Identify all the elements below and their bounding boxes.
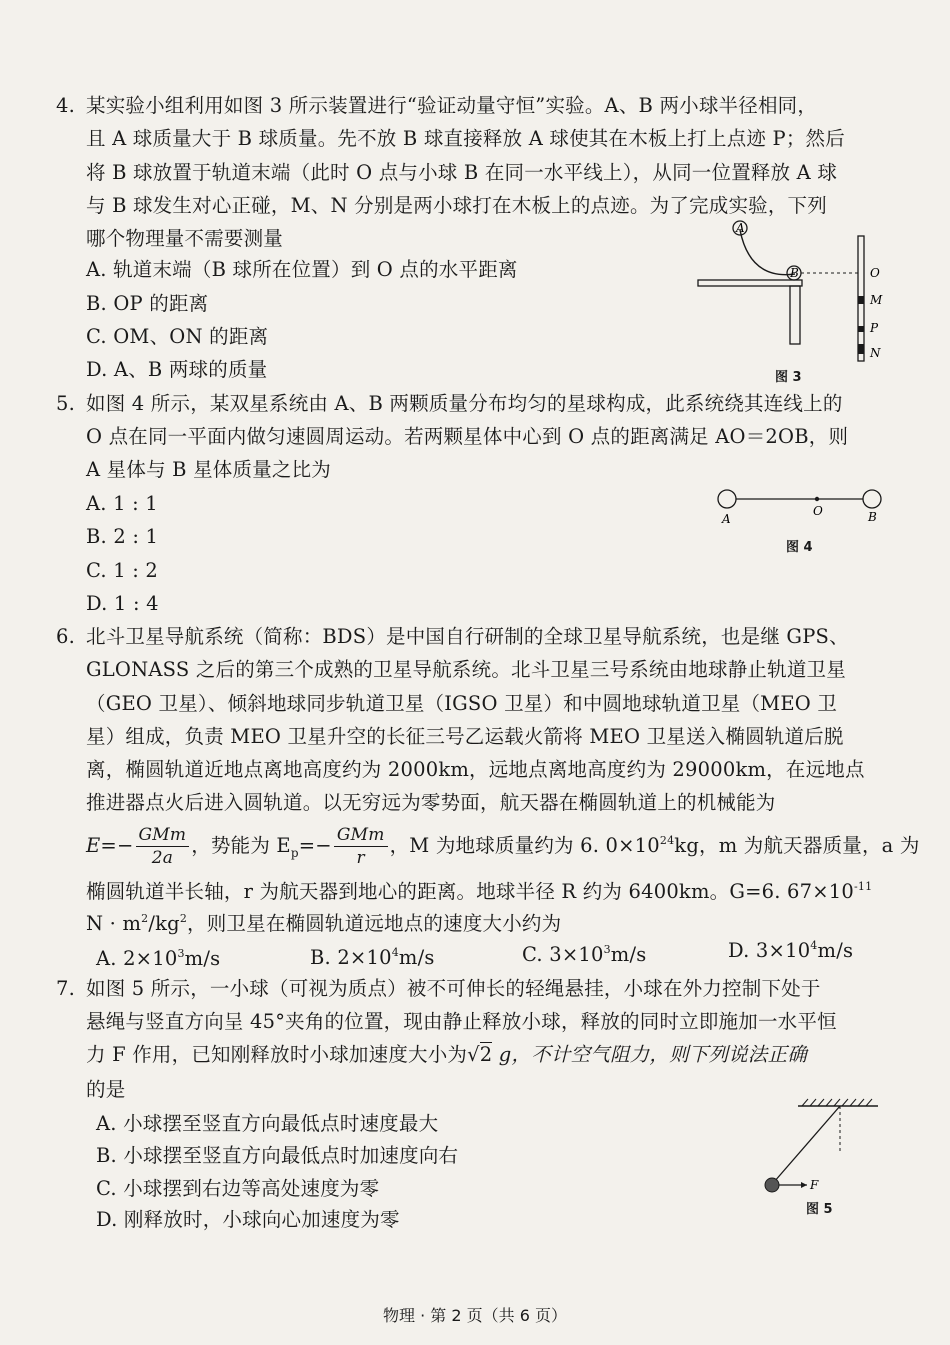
q6-line-9 <box>86 910 561 938</box>
q7-line-1: 如图 5 所示，一小球（可视为质点）被不可伸长的轻绳悬挂，小球在外力控制下处于 <box>86 977 821 1000</box>
figure-4-caption: 图 4 <box>786 540 813 555</box>
q6-option-a-text: A. 2×10 <box>96 947 178 970</box>
q7-number: 7. <box>56 977 76 1000</box>
formula-tail: kg，m 为航天器质量，a 为 <box>674 834 920 857</box>
q4-number: 4. <box>56 94 76 117</box>
q6-line-8 <box>86 878 872 906</box>
q6-option-b-unit: m/s <box>398 946 435 969</box>
q6-option-c-exp: 3 <box>603 943 611 956</box>
center-point-o <box>815 497 819 501</box>
q5-line-2: O 点在同一平面内做匀速圆周运动。若两颗星体中心到 O 点的距离满足 AO＝2OB，则 <box>86 425 849 448</box>
q6-option-d-text: D. 3×10 <box>728 939 811 962</box>
exponent-2b: 2 <box>179 912 188 925</box>
mark-m <box>858 296 864 304</box>
unit-n-m: N · m <box>86 912 142 935</box>
q6-option-a-exp: 3 <box>177 947 185 960</box>
q4-line-2: 且 A 球质量大于 B 球质量。先不放 B 球直接释放 A 球使其在木板上打上点迹 P；然后 <box>86 127 845 150</box>
q6-option-d-exp: 4 <box>810 939 818 952</box>
q4-line-4: 与 B 球发生对心正碰，M、N 分别是两小球打在木板上的点迹。为了完成实验，下列 <box>86 194 827 217</box>
formula-potential-label: ，势能为 E <box>191 834 291 857</box>
q6-option-a-unit: m/s <box>184 947 221 970</box>
figure-4-binary-stars <box>705 482 895 532</box>
unit-kg: /kg <box>148 912 180 935</box>
q4-option-b: B. OP 的距离 <box>86 292 209 315</box>
label-o: O <box>813 504 823 518</box>
q6-line-2: GLONASS 之后的第三个成熟的卫星导航系统。北斗卫星三号系统由地球静止轨道卫星 <box>86 658 846 681</box>
q6-line-3: （GEO 卫星）、倾斜地球同步轨道卫星（IGSO 卫星）和中圆地球轨道卫星（MEO 卫 <box>86 692 838 715</box>
q6-energy-formula <box>86 822 920 870</box>
formula-e: E=− <box>86 834 134 857</box>
q4-line-5: 哪个物理量不需要测量 <box>86 227 284 250</box>
label-a: A <box>722 512 731 526</box>
exponent-24: 24 <box>659 834 675 847</box>
figure-3-apparatus <box>690 218 890 388</box>
exponent-2a: 2 <box>141 912 149 925</box>
q7-option-d: D. 刚释放时，小球向心加速度为零 <box>96 1208 400 1231</box>
q4-line-3: 将 B 球放置于轨道末端（此时 O 点与小球 B 在同一水平线上），从同一位置释放 A 球 <box>86 161 838 184</box>
label-a: A <box>736 221 745 235</box>
mark-n <box>858 344 864 354</box>
page-footer: 物理 · 第 2 页（共 6 页） <box>383 1306 567 1325</box>
fraction-2-numerator: GMm <box>334 824 388 847</box>
sqrt-symbol: √ <box>467 1043 480 1066</box>
exponent-minus-11: -11 <box>854 880 873 893</box>
formula-subscript-p: p <box>290 845 299 860</box>
figure-5-pendulum <box>760 1092 890 1202</box>
q5-line-1: 如图 4 所示，某双星系统由 A、B 两颗质量分布均匀的星球构成，此系统绕其连线上的 <box>86 392 843 415</box>
q6-option-d <box>728 937 853 965</box>
q7-line-3-tail: g，不计空气阻力，则下列说法正确 <box>492 1043 807 1066</box>
label-b: B <box>790 266 799 280</box>
q6-line-9-text: ，则卫星在椭圆轨道远地点的速度大小约为 <box>187 912 562 935</box>
q6-line-6: 推进器点火后进入圆轨道。以无穷远为零势面，航天器在椭圆轨道上的机械能为 <box>86 791 776 814</box>
q6-option-c-text: C. 3×10 <box>522 943 604 966</box>
arrow-head <box>801 1182 807 1188</box>
track-curve <box>740 230 795 275</box>
q7-line-3-text: 力 F 作用，已知刚释放时小球加速度大小为 <box>86 1043 468 1066</box>
formula-earth-mass: ，M 为地球质量约为 6. 0×10 <box>389 834 660 857</box>
q6-option-d-unit: m/s <box>817 939 854 962</box>
q4-option-a: A. 轨道末端（B 球所在位置）到 O 点的水平距离 <box>86 258 518 281</box>
figure-3-caption: 图 3 <box>775 370 802 385</box>
q6-option-b-text: B. 2×10 <box>310 946 392 969</box>
q7-option-b: B. 小球摆至竖直方向最低点时加速度向右 <box>96 1144 459 1167</box>
q6-option-c <box>522 941 646 969</box>
horizontal-track <box>698 280 802 286</box>
fraction-2-denominator: r <box>356 848 365 868</box>
q7-option-a: A. 小球摆至竖直方向最低点时速度最大 <box>96 1112 439 1135</box>
support-stand <box>790 286 800 344</box>
q7-line-4: 的是 <box>86 1078 126 1101</box>
label-b: B <box>868 510 877 524</box>
star-b <box>863 490 881 508</box>
q4-option-d: D. A、B 两球的质量 <box>86 358 268 381</box>
label-n: N <box>870 346 881 360</box>
mark-p <box>858 326 864 332</box>
q6-option-c-unit: m/s <box>610 943 647 966</box>
star-a <box>718 490 736 508</box>
q6-option-a <box>96 945 220 973</box>
label-p: P <box>870 321 879 335</box>
q5-number: 5. <box>56 392 76 415</box>
q6-option-b-exp: 4 <box>391 946 399 959</box>
formula-equals: =− <box>298 834 332 857</box>
label-o: O <box>870 266 880 280</box>
ceiling-hatching <box>802 1099 872 1106</box>
q6-line-4: 星）组成，负责 MEO 卫星升空的长征三号乙运载火箭将 MEO 卫星送入椭圆轨道后脱 <box>86 725 844 748</box>
q5-line-3: A 星体与 B 星体质量之比为 <box>86 458 332 481</box>
fraction-potential-energy <box>334 824 388 869</box>
string <box>774 1106 840 1182</box>
figure-5-caption: 图 5 <box>806 1202 833 1217</box>
q6-line-8-text: 椭圆轨道半长轴，r 为航天器到地心的距离。地球半径 R 约为 6400km。G=6. 67×10 <box>86 880 855 903</box>
ball <box>765 1178 779 1192</box>
q6-line-1: 北斗卫星导航系统（简称：BDS）是中国自行研制的全球卫星导航系统，也是继 GPS、 <box>86 625 849 648</box>
q5-option-c: C. 1 : 2 <box>86 559 159 582</box>
label-m: M <box>870 293 883 307</box>
q5-option-a: A. 1 : 1 <box>86 492 158 515</box>
q6-line-5: 离，椭圆轨道近地点离地高度约为 2000km，远地点离地高度约为 29000km，在远地点 <box>86 758 865 781</box>
q7-line-2: 悬绳与竖直方向呈 45°夹角的位置，现由静止释放小球，释放的同时立即施加一水平恒 <box>86 1010 837 1033</box>
q6-option-b <box>310 944 435 972</box>
q4-line-1: 某实验小组利用如图 3 所示装置进行“验证动量守恒”实验。A、B 两小球半径相同， <box>86 94 818 117</box>
fraction-1-numerator: GMm <box>136 824 190 847</box>
q5-option-b: B. 2 : 1 <box>86 525 159 548</box>
q7-line-3 <box>86 1041 807 1069</box>
sqrt-value: 2 <box>479 1043 493 1066</box>
label-f: F <box>810 1178 819 1192</box>
fraction-1-denominator: 2a <box>151 848 174 868</box>
q4-option-c: C. OM、ON 的距离 <box>86 325 269 348</box>
q5-option-d: D. 1 : 4 <box>86 592 159 615</box>
q6-number: 6. <box>56 625 76 648</box>
q7-option-c: C. 小球摆到右边等高处速度为零 <box>96 1177 380 1200</box>
fraction-mechanical-energy <box>136 824 190 869</box>
